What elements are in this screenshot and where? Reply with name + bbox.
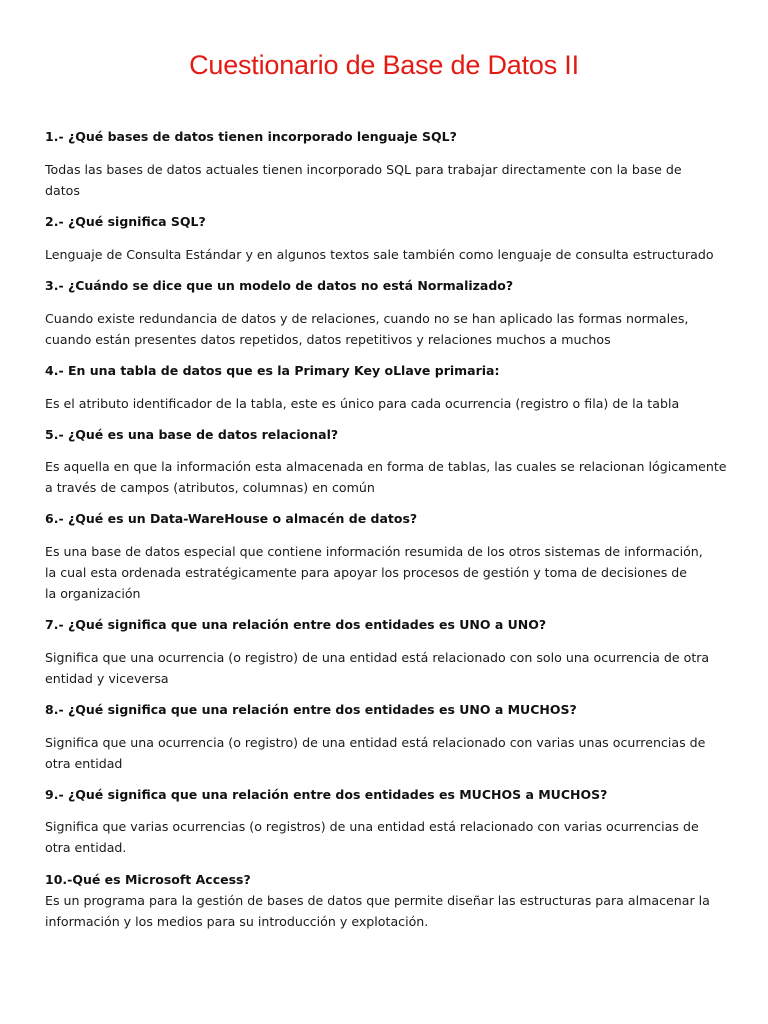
question-5: 5.- ¿Qué es una base de datos relacional? xyxy=(45,427,339,442)
answer-line: Significa que una ocurrencia (o registro) de una entidad está relacionado con varias unas ocurrencias de xyxy=(45,735,706,750)
question-4: 4.- En una tabla de datos que es la Primary Key oLlave primaria: xyxy=(45,363,500,378)
answer-line: datos xyxy=(45,183,80,198)
answer-line: Significa que varias ocurrencias (o registros) de una entidad está relacionado con varias ocurrencias de xyxy=(45,819,699,834)
answer-2 xyxy=(45,244,730,265)
answer-7 xyxy=(45,647,730,689)
answer-6 xyxy=(45,541,730,604)
question-2: 2.- ¿Qué significa SQL? xyxy=(45,214,206,229)
answer-1 xyxy=(45,159,730,201)
answer-5 xyxy=(45,456,730,498)
answer-3 xyxy=(45,308,730,350)
answer-line: Lenguaje de Consulta Estándar y en algunos textos sale también como lenguaje de consulta estructurado xyxy=(45,247,714,262)
question-1: 1.- ¿Qué bases de datos tienen incorporado lenguaje SQL? xyxy=(45,129,457,144)
answer-line: Todas las bases de datos actuales tienen incorporado SQL para trabajar directamente con la base de xyxy=(45,162,682,177)
answer-line: Es una base de datos especial que contiene información resumida de los otros sistemas de información, xyxy=(45,544,703,559)
answer-line: la cual esta ordenada estratégicamente para apoyar los procesos de gestión y toma de decisiones de xyxy=(45,565,688,580)
question-10: 10.-Qué es Microsoft Access? xyxy=(45,872,251,887)
answer-9 xyxy=(45,816,730,858)
answer-line: a través de campos (atributos, columnas) en común xyxy=(45,480,375,495)
answer-line: Es un programa para la gestión de bases de datos que permite diseñar las estructuras para almacenar la xyxy=(45,893,710,908)
answer-4 xyxy=(45,393,730,414)
answer-8 xyxy=(45,732,730,774)
answer-line: información y los medios para su introducción y explotación. xyxy=(45,914,429,929)
answer-10 xyxy=(45,890,730,932)
answer-line: Es el atributo identificador de la tabla, este es único para cada ocurrencia (registro o fila) de la tabla xyxy=(45,396,680,411)
question-3: 3.- ¿Cuándo se dice que un modelo de datos no está Normalizado? xyxy=(45,278,514,293)
answer-line: entidad y viceversa xyxy=(45,671,169,686)
answer-line: Significa que una ocurrencia (o registro) de una entidad está relacionado con solo una ocurrencia de otra xyxy=(45,650,710,665)
answer-line: la organización xyxy=(45,586,141,601)
question-8: 8.- ¿Qué significa que una relación entre dos entidades es UNO a MUCHOS? xyxy=(45,702,577,717)
page-title: Cuestionario de Base de Datos II xyxy=(189,50,579,80)
answer-line: Es aquella en que la información esta almacenada en forma de tablas, las cuales se relacionan lógicamente xyxy=(45,459,727,474)
question-9: 9.- ¿Qué significa que una relación entre dos entidades es MUCHOS a MUCHOS? xyxy=(45,787,608,802)
answer-line: otra entidad xyxy=(45,756,123,771)
question-7: 7.- ¿Qué significa que una relación entre dos entidades es UNO a UNO? xyxy=(45,617,547,632)
answer-line: cuando están presentes datos repetidos, datos repetitivos y relaciones muchos a muchos xyxy=(45,332,611,347)
answer-line: Cuando existe redundancia de datos y de relaciones, cuando no se han aplicado las formas normales, xyxy=(45,311,689,326)
question-6: 6.- ¿Qué es un Data-WareHouse o almacén de datos? xyxy=(45,511,418,526)
answer-line: otra entidad. xyxy=(45,840,127,855)
